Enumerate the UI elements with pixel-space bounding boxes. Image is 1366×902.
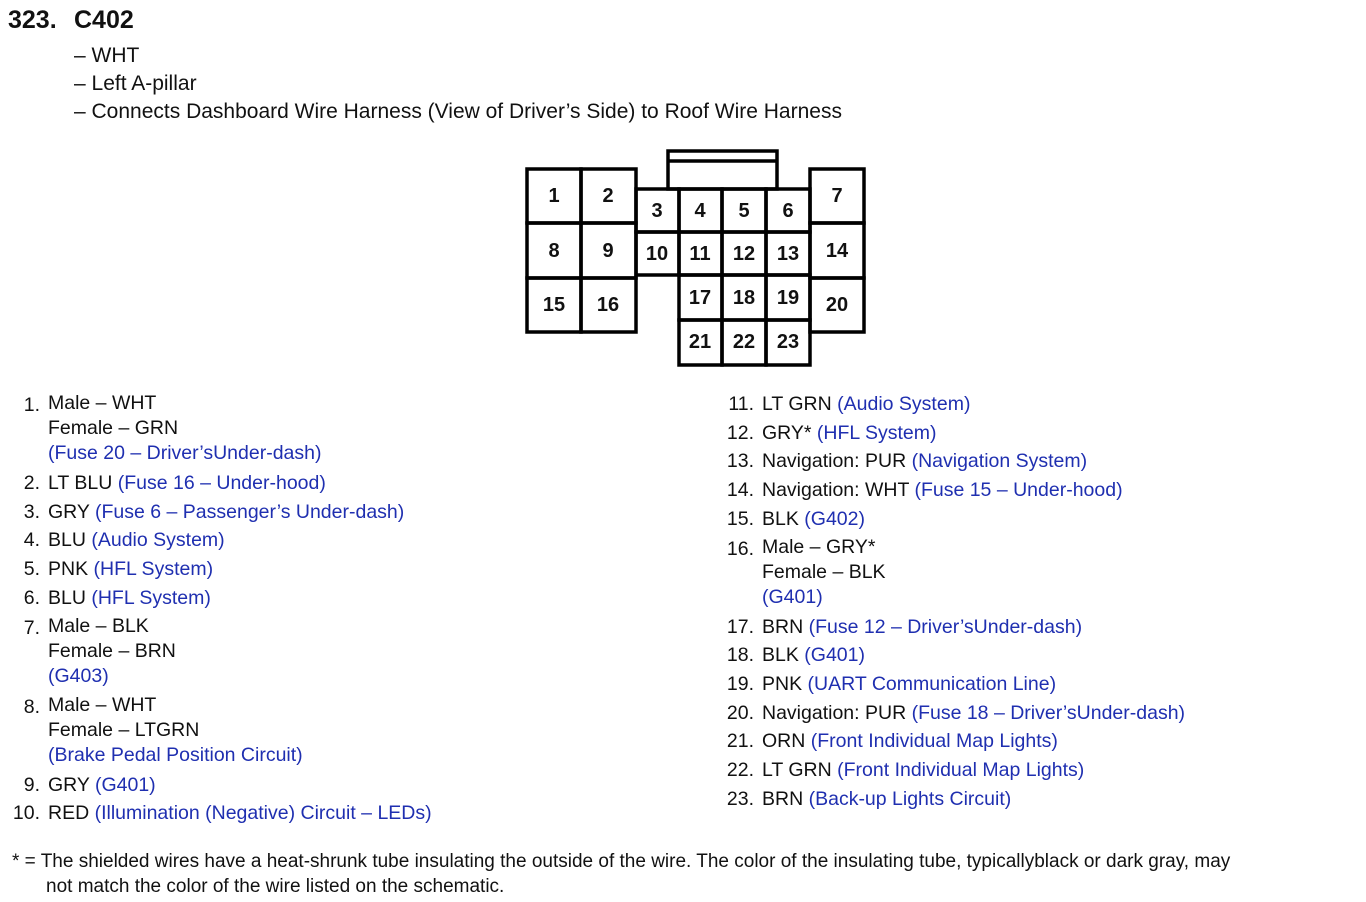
cavity-box-21 [679,320,722,365]
pin-entry [722,699,1185,728]
cavity-box-11 [679,232,722,275]
pin-entry [722,641,1185,670]
cavity-label-6: 6 [782,200,794,222]
pin-entry [8,390,432,466]
pin-wire-color: Female – BLK [762,560,886,583]
cavity-label-7: 7 [831,185,843,207]
cavity-label-23: 23 [776,331,800,353]
cavity-label-4: 4 [694,200,706,222]
cavity-box-7 [810,169,864,223]
pin-number: 15. [726,507,754,530]
cavity-label-8: 8 [548,240,560,262]
cavity-label-16: 16 [596,294,620,316]
cavity-label-17: 17 [688,287,712,309]
cavity-box-19 [766,275,810,320]
pin-circuit: (Illumination (Negative) Circuit – LEDs) [94,802,432,825]
pin-entry [722,476,1185,505]
pin-wire-color: ORN [762,730,806,753]
pin-number: 14. [726,479,754,502]
pin-wire-color: Female – LTGRN [48,718,200,741]
pin-number: 3. [23,500,40,523]
connector-latch [668,151,777,189]
pin-number: 7. [23,616,40,639]
cavity-box-17 [679,275,722,320]
cavity-label-13: 13 [776,243,800,265]
pin-circuit: (Audio System) [837,393,971,415]
pin-entry [8,555,432,584]
connector-number: 323. [8,6,57,34]
pin-circuit: (Back-up Lights Circuit) [808,787,1012,810]
pin-list-left [8,390,432,828]
pin-number: 16. [726,537,754,560]
pin-wire-color: LT GRN [762,393,832,415]
pin-number: 4. [23,529,40,552]
cavity-box-14 [810,223,864,278]
cavity-label-2: 2 [602,185,614,207]
pin-entry [8,469,432,498]
footnote-line-2: not match the color of the wire listed on the schematic. [46,876,505,897]
pin-entry [722,613,1185,642]
pin-number: 13. [726,450,754,473]
cavity-box-8 [527,223,581,278]
pin-wire-color: Male – GRY* [762,535,876,558]
pin-entry [722,419,1185,448]
pin-entry [722,785,1185,814]
cavity-label-1: 1 [548,185,560,207]
pin-number: 18. [726,644,754,667]
pin-wire-color: LT GRN [762,759,832,782]
pin-number: 9. [23,773,40,796]
pin-wire-color: BLK [762,644,799,667]
connector-connects: – Connects Dashboard Wire Harness (View of Driver’s Side) to Roof Wire Harness [74,100,842,123]
pin-circuit: (G402) [804,507,865,530]
cavity-box-13 [766,232,810,275]
cavity-label-3: 3 [651,200,663,222]
pin-number: 2. [23,472,40,494]
cavity-label-9: 9 [602,240,614,262]
cavity-label-5: 5 [738,200,750,222]
pin-wire-color: BLU [48,529,86,552]
pin-number: 10. [12,802,40,825]
cavity-label-18: 18 [732,287,756,309]
pin-circuit: (Front Individual Map Lights) [837,759,1085,782]
pin-circuit: (Fuse 6 – Passenger’s Under-dash) [94,500,405,523]
pin-wire-color: Female – GRN [48,417,179,439]
pin-circuit: (Audio System) [91,529,225,552]
pin-entry [8,613,432,689]
pin-circuit: (G401) [762,585,823,608]
cavity-box-3 [636,189,679,232]
pin-wire-color: BRN [762,615,804,638]
pin-wire-color: Male – WHT [48,392,157,414]
pin-wire-color: BLK [762,507,799,530]
connector-heading [8,6,134,35]
cavity-box-6 [766,189,810,232]
pin-number: 5. [23,558,40,581]
cavity-box-1 [527,169,581,223]
cavity-box-22 [722,320,766,365]
pin-number: 12. [726,421,754,444]
cavity-label-11: 11 [689,243,711,265]
pin-wire-color: BLU [48,586,86,609]
cavity-box-18 [722,275,766,320]
pin-entry [8,771,432,800]
pin-number: 17. [726,615,754,638]
pin-circuit: (G401) [94,773,156,796]
pin-number: 21. [726,730,754,753]
pin-circuit: (G401) [804,644,865,667]
pin-wire-color: GRY* [762,421,812,444]
cavity-box-15 [527,278,581,332]
pin-entry [8,526,432,555]
pin-wire-color: Navigation: PUR [762,450,907,473]
connector-color: – WHT [74,44,140,67]
pin-list-right [722,390,1185,813]
pin-circuit: (Fuse 18 – Driver’sUnder-dash) [911,701,1186,724]
pin-circuit: (HFL System) [91,586,211,609]
footnote-line-1: * = The shielded wires have a heat-shrunk tube insulating the outside of the wire. The color of the insulating tube, typicallyblack or dark gray, may [12,851,1231,872]
cavity-box-9 [581,223,636,278]
pin-wire-color: Navigation: WHT [762,479,910,502]
cavity-label-12: 12 [732,243,756,265]
pin-wire-color: RED [48,802,90,825]
pin-wire-color: GRY [48,773,90,796]
cavity-label-14: 14 [825,240,849,262]
cavity-box-10 [636,232,679,275]
pin-entry [722,534,1185,610]
pin-number: 19. [726,672,754,695]
cavity-label-15: 15 [542,294,566,316]
pin-wire-color: Male – BLK [48,614,149,637]
pin-number: 20. [726,701,754,724]
cavity-label-21: 21 [688,331,712,353]
cavity-box-5 [722,189,766,232]
pin-entry [722,390,1185,419]
pin-circuit: (Fuse 16 – Under-hood) [117,472,326,494]
pin-wire-color: PNK [48,558,89,581]
pin-entry [722,756,1185,785]
pin-circuit: (Fuse 12 – Driver’sUnder-dash) [808,615,1083,638]
pin-entry [722,727,1185,756]
pin-number: 6. [23,586,40,609]
pin-number: 8. [23,695,40,718]
pin-circuit: (G403) [48,664,109,687]
pin-wire-color: Male – WHT [48,693,157,716]
pin-entry [722,670,1185,699]
cavity-box-12 [722,232,766,275]
cavity-box-20 [810,278,864,332]
pin-entry [8,799,432,828]
cavity-box-16 [581,278,636,332]
pin-wire-color: PNK [762,672,803,695]
pin-entry [8,498,432,527]
pin-wire-color: Female – BRN [48,639,176,662]
pin-circuit: (Brake Pedal Position Circuit) [48,743,303,766]
pin-circuit: (Front Individual Map Lights) [810,730,1058,753]
pin-entry [722,447,1185,476]
pin-wire-color: BRN [762,787,804,810]
cavity-box-4 [679,189,722,232]
pin-wire-color: LT BLU [48,472,113,494]
pin-circuit: (HFL System) [816,421,937,444]
cavity-label-22: 22 [732,331,756,353]
cavity-label-10: 10 [645,243,669,265]
cavity-box-23 [766,320,810,365]
pin-circuit: (Fuse 15 – Under-hood) [914,479,1123,502]
pin-circuit: (Navigation System) [911,450,1088,473]
pin-number: 23. [726,787,754,810]
pin-circuit: (Fuse 20 – Driver’sUnder-dash) [48,442,322,464]
pin-wire-color: GRY [48,500,90,523]
pin-number: 1. [23,394,40,416]
pin-circuit: (UART Communication Line) [807,672,1057,695]
pin-number: 11. [728,393,754,415]
connector-id: C402 [74,6,134,34]
pin-entry [722,505,1185,534]
pin-wire-color: Navigation: PUR [762,701,907,724]
pin-entry [8,584,432,613]
pin-circuit: (HFL System) [93,558,214,581]
cavity-label-19: 19 [776,287,800,309]
connector-location: – Left A-pillar [74,72,197,95]
footnote [12,849,1362,899]
cavity-box-2 [581,169,636,223]
connector-details [74,42,842,126]
cavity-label-20: 20 [825,294,849,316]
pin-number: 22. [726,759,754,782]
pin-entry [8,692,432,768]
